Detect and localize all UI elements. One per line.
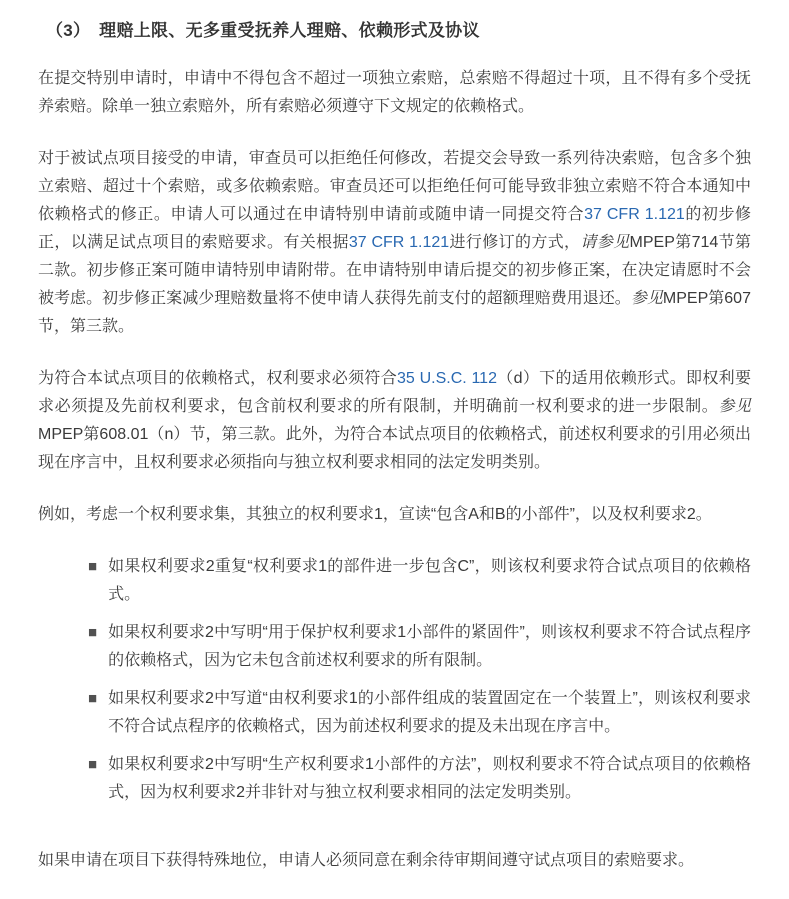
list-item: [88, 619, 751, 675]
paragraph-text: 进行修订的方式，: [449, 234, 581, 251]
paragraph-text: 为符合本试点项目的依赖格式，权利要求必须符合: [38, 370, 398, 387]
list-item: [88, 553, 751, 609]
list-item: [88, 685, 751, 741]
paragraph-claim-limits: 在提交特别申请时，申请中不得包含不超过一项独立索赔，总索赔不得超过十项，且不得有多个受抚养索赔。除单一独立索赔外，所有索赔必须遵守下文规定的依赖格式。: [38, 70, 751, 115]
list-item: [88, 751, 751, 807]
paragraph-examiner-amendments: [38, 145, 751, 341]
list-item-text: 如果权利要求2中写道“由权利要求1的小部件组成的装置固定在一个装置上”，则该权利要求不符合试点程序的依赖格式，因为前述权利要求的提及未出现在序言中。: [108, 690, 751, 735]
link-35-usc-112[interactable]: 35 U.S.C. 112: [397, 370, 497, 387]
link-37-cfr-1121[interactable]: 37 CFR 1.121: [584, 206, 685, 223]
paragraph-text: MPEP第607节，第三款。: [38, 290, 751, 335]
paragraph-text: MPEP第608.01（n）节，第三款。此外，为符合本试点项目的依赖格式，前述权利要求的引用必须出现在序言中，且权利要求必须指向与独立权利要求相同的法定发明类别。: [38, 426, 751, 471]
square-bullet-icon: ■: [88, 624, 98, 641]
cite-see-text: 参见: [718, 398, 751, 415]
list-item-text: 如果权利要求2中写明“生产权利要求1小部件的方法”，则权利要求不符合试点项目的依赖格式，因为权利要求2并非针对与独立权利要求相同的法定发明类别。: [108, 756, 751, 801]
paragraph-dependency-format: [38, 365, 751, 477]
section-heading: （3） 理赔上限、无多重受抚养人理赔、依赖形式及协议: [46, 21, 480, 40]
paragraph-text: MPEP第714节第二款。初步修正案可随申请特别申请附带。在申请特别申请后提交的初步修正案，在决定请愿时不会被考虑。初步修正案减少理赔数量将不使申请人获得先前支付的超额理赔费用退还。: [38, 234, 751, 307]
paragraph-special-status: 如果申请在项目下获得特殊地位，申请人必须同意在剩余待审期间遵守试点项目的索赔要求。: [38, 852, 695, 869]
cite-see-text: 参见: [630, 290, 663, 307]
paragraph-example-intro: 例如，考虑一个权利要求集，其独立的权利要求1，宣读“包含A和B的小部件”，以及权利要求2。: [38, 506, 712, 523]
paragraph-text: （d）下的适用依赖形式。即权利要求必须提及先前权利要求，包含前权利要求的所有限制，并明确前一权利要求的进一步限制。: [38, 370, 751, 415]
link-37-cfr-1121[interactable]: 37 CFR 1.121: [348, 234, 450, 251]
cite-see-text: 请参见: [580, 234, 630, 251]
paragraph-text: 的初步修正，以满足试点项目的索赔要求。有关根据: [38, 206, 751, 251]
square-bullet-icon: ■: [88, 756, 98, 773]
square-bullet-icon: ■: [88, 690, 98, 707]
list-item-text: 如果权利要求2中写明“用于保护权利要求1小部件的紧固件”，则该权利要求不符合试点程序的依赖格式，因为它未包含前述权利要求的所有限制。: [108, 624, 751, 669]
paragraph-text: 对于被试点项目接受的申请，审查员可以拒绝任何修改，若提交会导致一系列待决索赔，包含多个独立索赔、超过十个索赔，或多依赖索赔。审查员还可以拒绝任何可能导致非独立索赔不符合本通知中依赖格式的修正。申请人可以通过在申请特别申请前或随申请一同提交符合: [38, 150, 751, 223]
list-item-text: 如果权利要求2重复“权利要求1的部件进一步包含C”，则该权利要求符合试点项目的依赖格式。: [108, 558, 751, 603]
square-bullet-icon: ■: [88, 558, 98, 575]
example-bullet-list: [38, 553, 751, 807]
